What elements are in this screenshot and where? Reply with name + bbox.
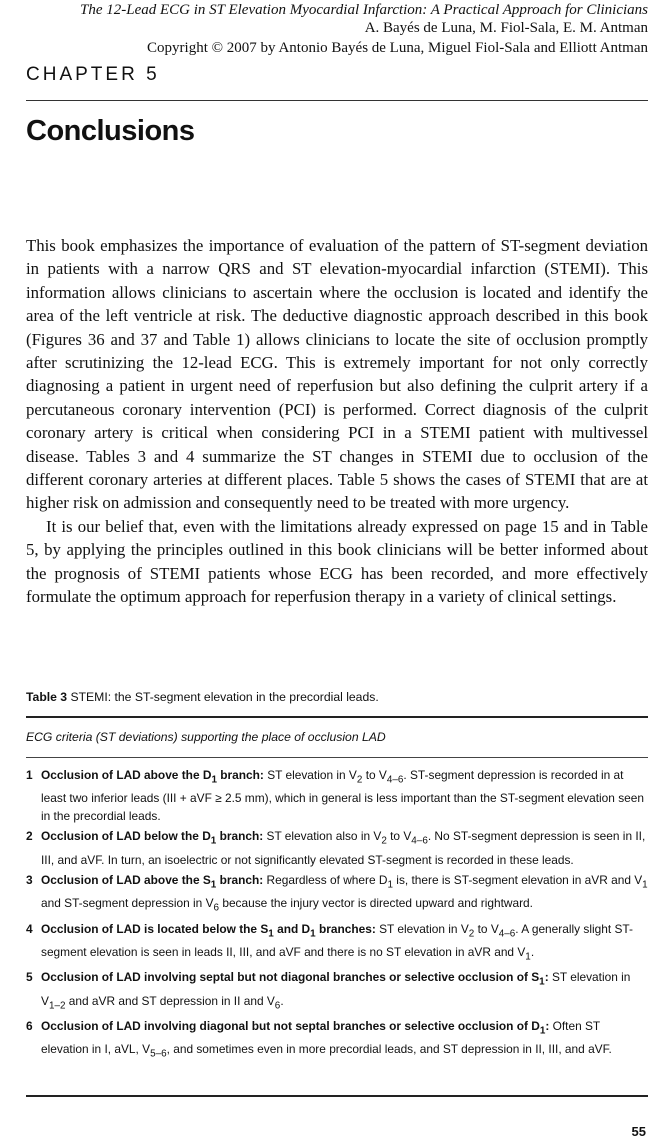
row-lead: Occlusion of LAD above the $S_1$ branch: <box>41 872 264 891</box>
body-paragraph-2: It is our belief that, even with the limitations already expressed on page 15 and in Table 5, by applying the principles outlined in this book clinicians will be better informed about the prognosis of STEMI patients whose ECG has been recorded, and more effectively formulate the optimum approach for reperfusion therapy in a variety of clinical settings. <box>26 516 648 607</box>
table-body <box>26 766 648 1066</box>
table-row: 5 Occlusion of LAD involving septal but not diagonal branches or selective occlusion of $S_1$: ST elevation in $V_{1-2}$ and aVR and ST depression in II and $V_6$. <box>26 970 631 1011</box>
page-number: 55 <box>631 1124 646 1139</box>
body-paragraph-1: This book emphasizes the importance of evaluation of the pattern of ST-segment deviation in patients with a narrow QRS and ST elevation-myocardial infarction (STEMI). This information allows clinicians to ascertain where the occlusion is located and identify the area of the left ventricle at risk. The deductive diagnostic approach described in this book (Figures 36 and 37 and Table 1) allows clinicians to locate the site of occlusion promptly after scrutinizing the 12-lead ECG. This is extremely important for not only correctly diagnosing a patient in urgent need of reperfusion but also defining the culprit artery if a percutaneous coronary intervention (PCI) is performed. Correct diagnosis of the culprit coronary artery is critical when considering PCI in a STEMI patient with multivessel disease. Tables 3 and 4 summarize the ST changes in STEMI due to occlusion of the different coronary arteries at different places. Table 5 shows the cases of STEMI that are at higher risk on admission and consequently need to be treated with more urgency. <box>26 236 648 513</box>
row-number: 1 <box>26 768 33 782</box>
chapter-divider <box>26 100 648 101</box>
running-header-authors: A. Bayés de Luna, M. Fiol-Sala, E. M. Antman <box>364 20 648 36</box>
table-top-rule <box>26 716 648 718</box>
row-lead: Occlusion of LAD involving septal but not diagonal branches or selective occlusion of $S_1$: <box>41 970 549 988</box>
body-text <box>26 234 648 609</box>
row-lead: Occlusion of LAD is located below the $S_1$ and $D_1$ branches: <box>41 921 376 939</box>
chapter-label: CHAPTER 5 <box>26 64 160 85</box>
table-caption <box>26 690 379 704</box>
table-column-header: ECG criteria (ST deviations) supporting the place of occlusion LAD <box>26 730 386 744</box>
table-row: 1 Occlusion of LAD above the $D_1$ branch: ST elevation in $V_2$ to $V_{4-6}$. ST-segment depression is recorded in at least two inferior leads (III + aVF ≥ 2.5 mm), which in general is less important than the ST-segment elevation seen in the precordial leads. <box>26 768 644 824</box>
table-row: 2 Occlusion of LAD below the $D_1$ branch: ST elevation also in $V_2$ to $V_{4-6}$. No ST-segment depression is seen in II, III, and aVF. In turn, an isoelectric or not significantly elevated ST-segment is recorded in these leads. <box>26 829 646 867</box>
table-header-rule <box>26 757 648 758</box>
table-row: 3 Occlusion of LAD above the $S_1$ branch: Regardless of where $D_1$ is, there is ST-segment elevation in aVR and $V_1$ and ST-segment depression in $V_6$ because the injury vector is directed upward and rightward. <box>26 872 648 914</box>
row-lead: Occlusion of LAD involving diagonal but not septal branches or selective occlusion of $D_1$: <box>41 1019 550 1037</box>
row-lead: Occlusion of LAD above the $D_1$ branch: <box>41 768 264 786</box>
chapter-title: Conclusions <box>26 115 195 147</box>
row-lead: Occlusion of LAD below the $D_1$ branch: <box>41 829 264 847</box>
running-header-book-title: The 12-Lead ECG in ST Elevation Myocardial Infarction: A Practical Approach for Clinicians <box>79 2 648 18</box>
table-bottom-rule <box>26 1095 648 1097</box>
table-caption-text: STEMI: the ST-segment elevation in the precordial leads. <box>70 690 379 704</box>
row-number: 3 <box>26 872 33 887</box>
row-number: 4 <box>26 921 33 936</box>
row-number: 6 <box>26 1019 33 1033</box>
row-number: 5 <box>26 970 33 985</box>
table-row: 4 Occlusion of LAD is located below the $S_1$ and $D_1$ branches: ST elevation in $V_2$ to $V_{4-6}$. A generally slight ST-segment elevation is seen in leads II, III, and aVF and there is no ST elevation in aVR and $V_1$. <box>26 921 633 963</box>
running-header-copyright: Copyright © 2007 by Antonio Bayés de Luna, Miguel Fiol-Sala and Elliott Antman <box>147 40 648 56</box>
row-number: 2 <box>26 829 33 844</box>
table-row: 6 Occlusion of LAD involving diagonal but not septal branches or selective occlusion of $D_1$: Often ST elevation in I, aVL, $V_{5-6}$, and sometimes even in more precordial leads, and ST depression in II, III, and aVF. <box>26 1019 612 1060</box>
table-label: Table 3 <box>26 690 68 704</box>
